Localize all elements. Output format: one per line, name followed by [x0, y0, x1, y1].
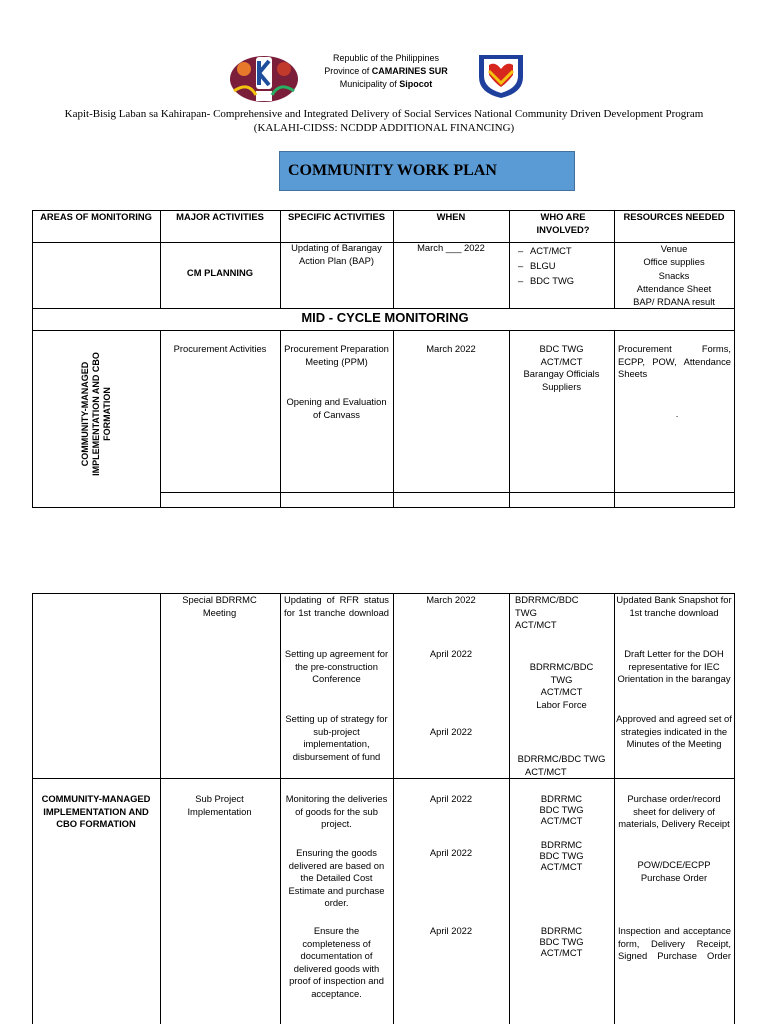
- who-item: ACT/MCT: [525, 765, 567, 777]
- municipality-line: Municipality of Sipocot: [339, 79, 433, 89]
- who-item: TWG: [515, 606, 537, 618]
- who-list: [511, 793, 612, 826]
- who-item: BDRRMC/BDC: [529, 661, 594, 672]
- who-item: Labor Force: [536, 698, 587, 710]
- when-item: April 2022: [429, 726, 473, 737]
- government-heading: [300, 52, 472, 91]
- special-bdrrmc-meeting: Special BDRRMC Meeting: [182, 594, 257, 618]
- resource-item: Office supplies: [643, 256, 705, 268]
- when-item: April 2022: [429, 925, 473, 936]
- who-item: BDC TWG: [539, 343, 584, 354]
- header-areas-of-monitoring: AREAS OF MONITORING: [40, 211, 152, 222]
- area-cm-implementation: COMMUNITY-MANAGED IMPLEMENTATION AND CBO FORMATION: [41, 793, 151, 829]
- who-item: – ACT/MCT: [518, 243, 608, 258]
- header-specific-activities: SPECIFIC ACTIVITIES: [287, 211, 386, 222]
- ensure-goods-dce: Ensuring the goods delivered are based on the Detailed Cost Estimate and purchase order.: [288, 847, 385, 908]
- who-list: [511, 753, 612, 778]
- work-plan-table-2: [32, 593, 735, 1024]
- area-cm-implementation-rotated: COMMUNITY-MANAGED IMPLEMENTATION AND CBO FORMATION: [80, 352, 112, 476]
- canvass-evaluation: Opening and Evaluation of Canvass: [286, 396, 387, 420]
- resource-item: Attendance Sheet: [636, 282, 712, 294]
- resource-item: POW/DCE/ECPP: [637, 859, 711, 870]
- subproject-strategy: Setting up of strategy for sub-project implementation, disbursement of fund: [285, 713, 388, 762]
- who-item: ACT/MCT: [540, 686, 583, 697]
- who-item: BDC TWG: [539, 804, 584, 815]
- program-title: [20, 107, 748, 135]
- province-line: Province of CAMARINES SUR: [324, 66, 448, 76]
- header-when: WHEN: [436, 211, 466, 222]
- who-item: BDC TWG: [539, 936, 584, 947]
- pre-construction-agreement: Setting up agreement for the pre-construction Conference: [284, 648, 389, 684]
- when-item: April 2022: [429, 648, 473, 659]
- document-title: COMMUNITY WORK PLAN: [279, 151, 575, 191]
- header-major-activities: MAJOR ACTIVITIES: [176, 211, 264, 222]
- sub-project-implementation: Sub Project Implementation: [187, 793, 252, 817]
- who-item: BDC TWG: [539, 850, 584, 861]
- rfr-status-update: Updating of RFR status for 1st tranche download: [284, 594, 389, 618]
- row2-when: March 2022: [426, 343, 476, 354]
- stray-dot: .: [675, 408, 679, 419]
- resource-item: Purchase Order: [640, 871, 708, 883]
- kalahi-cidss-logo: [228, 51, 300, 103]
- who-list: [511, 925, 612, 958]
- bap-update: Updating of Barangay Action Plan (BAP): [291, 242, 382, 266]
- who-item: BDRRMC: [540, 925, 583, 936]
- inspection-acceptance-form: Inspection and acceptance form, Delivery Receipt, Signed Purchase Order: [618, 925, 731, 961]
- doh-letter: Draft Letter for the DOH representative for IEC Orientation in the barangay: [617, 648, 731, 684]
- program-line-1: Kapit-Bisig Laban sa Kahirapan- Comprehensive and Integrated Delivery of Social Services National Community Driven Development Program: [64, 108, 704, 120]
- approved-strategies: Approved and agreed set of strategies indicated in the Minutes of the Meeting: [616, 713, 732, 749]
- who-item: ACT/MCT: [540, 947, 583, 958]
- who-list: [511, 839, 612, 872]
- when-item: March 2022: [426, 594, 476, 605]
- mid-cycle-monitoring-heading: MID - CYCLE MONITORING: [301, 310, 469, 325]
- who-item: BDRRMC/BDC: [515, 594, 579, 605]
- resource-item: BAP/ RDANA result: [633, 296, 715, 308]
- who-item: ACT/MCT: [515, 619, 557, 630]
- who-list: [515, 594, 610, 632]
- dswd-logo: [473, 53, 529, 99]
- monitor-deliveries: Monitoring the deliveries of goods for the sub project.: [285, 793, 388, 829]
- who-item: BDRRMC: [540, 793, 583, 804]
- when-item: April 2022: [429, 793, 473, 804]
- who-list: [511, 661, 612, 711]
- row1-resources: [616, 242, 732, 308]
- who-item: Barangay Officials: [523, 368, 600, 379]
- pow-dce-ecpp: [616, 859, 732, 884]
- ppm-meeting: Procurement Preparation Meeting (PPM): [284, 343, 389, 367]
- bank-snapshot: Updated Bank Snapshot for 1st tranche download: [616, 594, 732, 618]
- ensure-documentation: Ensure the completeness of documentation of delivered goods with proof of inspection and acceptance.: [289, 925, 384, 999]
- row2-who: [511, 343, 612, 393]
- row1-when: March ___ 2022: [417, 242, 485, 253]
- who-item: ACT/MCT: [540, 355, 583, 367]
- header-resources-needed: RESOURCES NEEDED: [623, 211, 725, 222]
- who-item: BDRRMC: [540, 839, 583, 850]
- when-item: April 2022: [429, 847, 473, 858]
- header-who-are-involved: WHO ARE INVOLVED?: [536, 211, 590, 235]
- who-item: – BDC TWG: [518, 273, 608, 288]
- procurement-activities: Procurement Activities: [173, 343, 267, 354]
- republic-line: Republic of the Philippines: [332, 53, 440, 63]
- who-item: Suppliers: [541, 380, 582, 392]
- who-item: – BLGU: [518, 258, 608, 273]
- resource-item: Snacks: [658, 269, 690, 281]
- who-item: ACT/MCT: [540, 815, 583, 826]
- row2-resources: Procurement Forms, ECPP, POW, Attendance Sheets: [618, 343, 731, 379]
- program-line-2: (KALAHI-CIDSS: NCDDP ADDITIONAL FINANCING): [253, 122, 515, 134]
- work-plan-table-1: [32, 210, 735, 508]
- cm-planning: CM PLANNING: [186, 267, 254, 278]
- row1-who: [518, 243, 608, 288]
- resource-item: Venue: [660, 243, 688, 254]
- purchase-order-record: Purchase order/record sheet for delivery of materials, Delivery Receipt: [618, 793, 730, 829]
- who-item: TWG: [550, 673, 573, 685]
- who-item: BDRRMC/BDC TWG: [517, 753, 606, 764]
- who-item: ACT/MCT: [540, 861, 583, 872]
